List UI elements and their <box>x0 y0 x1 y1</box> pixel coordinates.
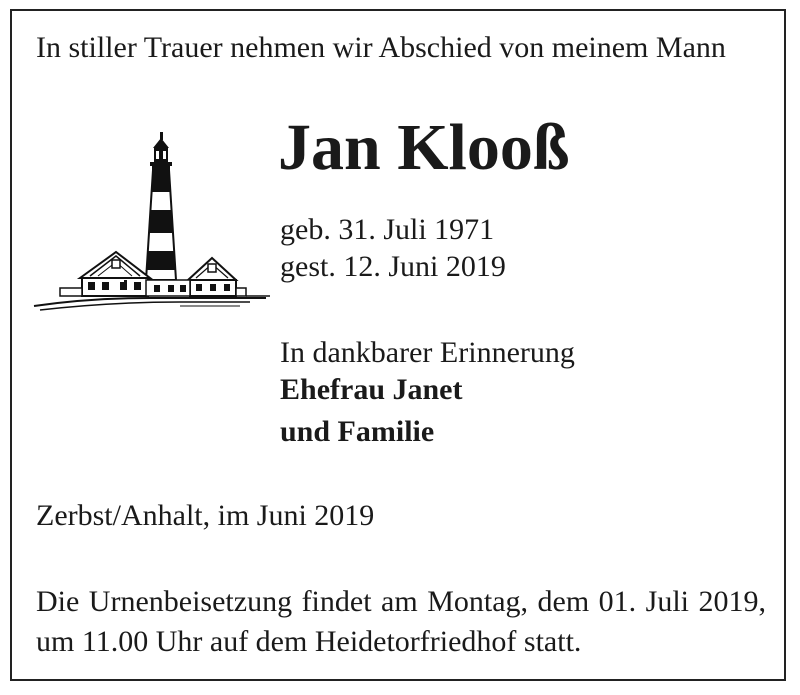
deceased-name: Jan Klooß <box>278 111 570 184</box>
memory-line: In dankbarer Erinnerung <box>280 336 575 369</box>
wife-name: Ehefrau Janet <box>280 373 463 406</box>
place-date: Zerbst/Anhalt, im Juni 2019 <box>36 499 375 532</box>
funeral-info: Die Urnenbeisetzung findet am Montag, dem 01. Juli 2019, um 11.00 Uhr auf dem Heidetorfriedhof statt. <box>36 585 766 658</box>
intro-text: In stiller Trauer nehmen wir Abschied von meinem Mann <box>36 31 726 64</box>
birth-date: geb. 31. Juli 1971 <box>280 213 495 246</box>
family-line: und Familie <box>280 415 435 448</box>
death-date: gest. 12. Juni 2019 <box>280 250 506 283</box>
lighthouse-icon <box>30 130 272 315</box>
